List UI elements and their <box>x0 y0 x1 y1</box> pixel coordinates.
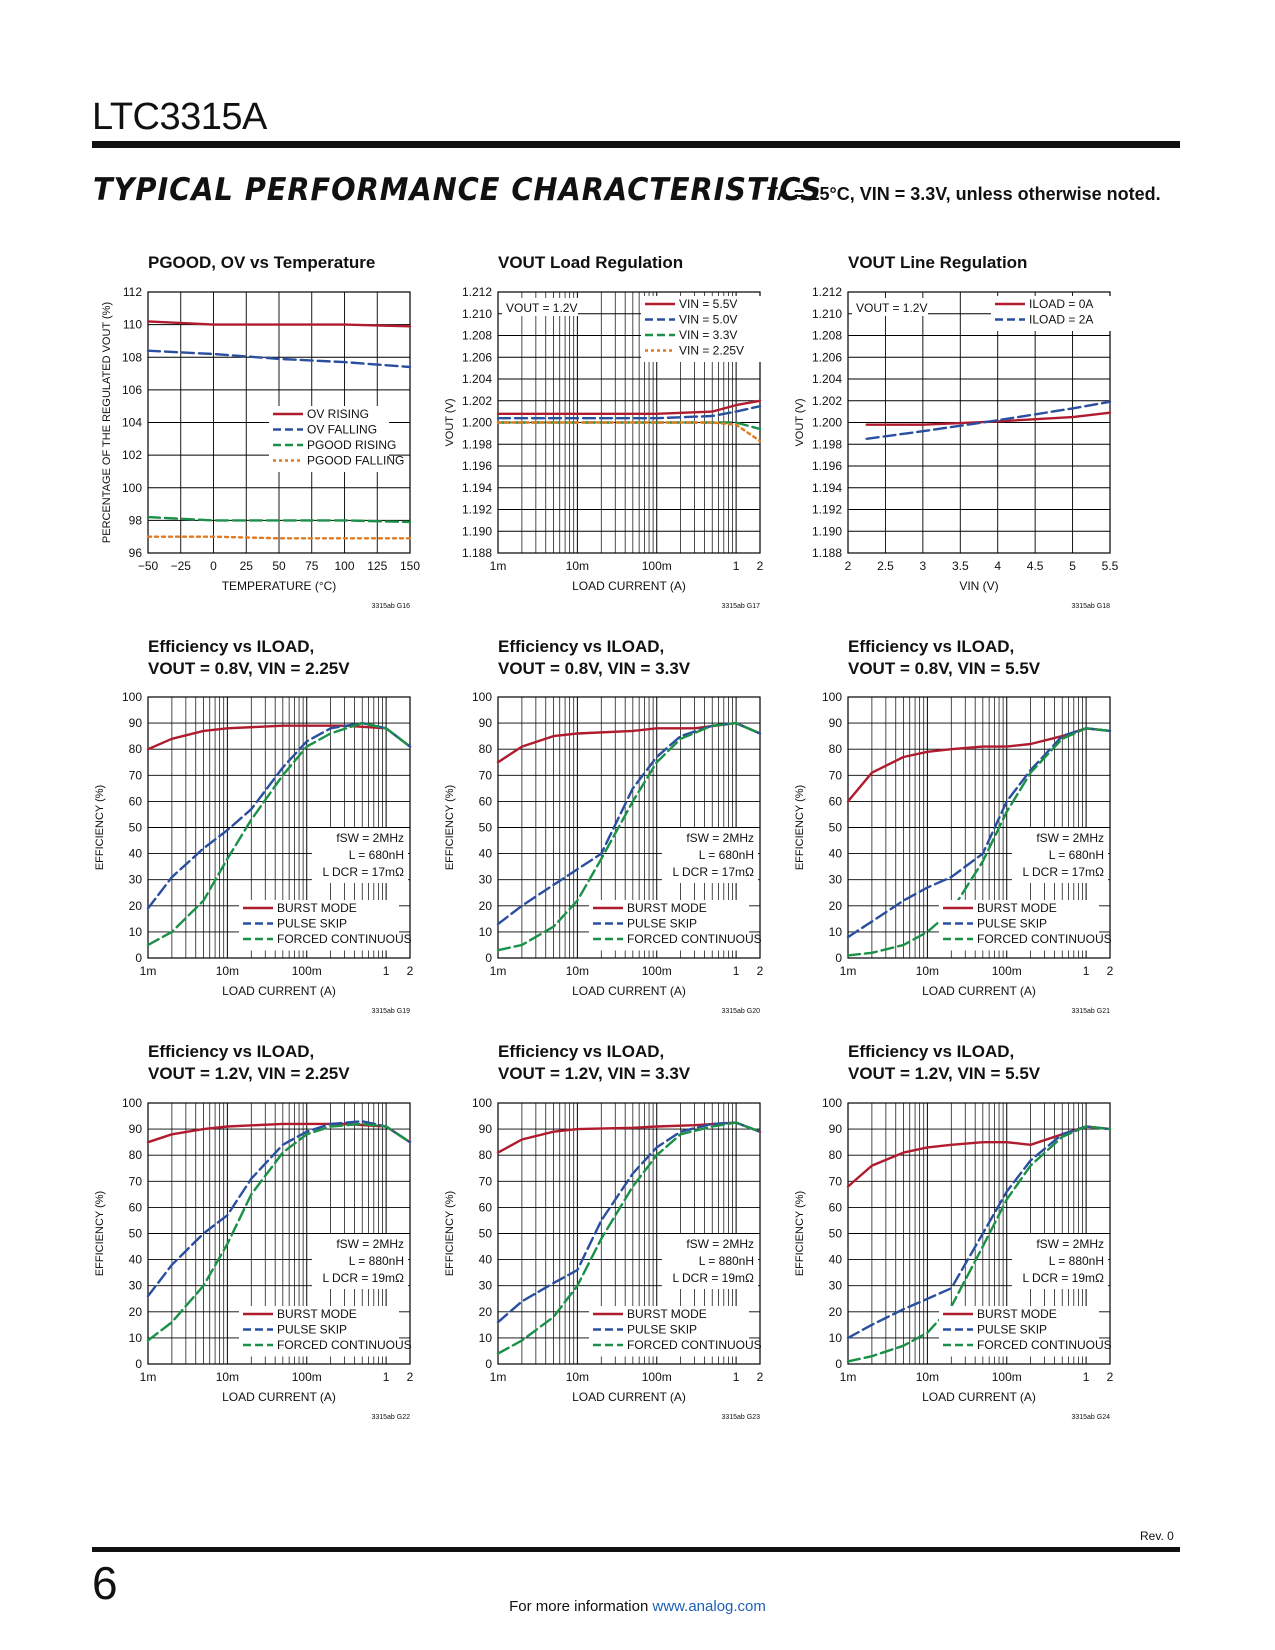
chart-title: Efficiency vs ILOAD, <box>498 637 665 656</box>
x-tick-label: 2.5 <box>877 559 894 573</box>
footer-info-text: For more information <box>509 1598 649 1615</box>
y-tick-label: 60 <box>478 794 492 809</box>
x-tick-label: 100 <box>334 559 355 573</box>
x-tick-label: 2 <box>1106 964 1114 978</box>
conditions-note: TA = 25°C, VIN = 3.3V, unless otherwise noted. <box>767 184 1161 204</box>
x-tick-label: 1 <box>1082 964 1090 978</box>
annotation-text: L = 880nH <box>1048 1254 1104 1268</box>
y-tick-label: 60 <box>478 1200 492 1215</box>
x-tick-label: 2 <box>756 1370 764 1384</box>
section-title: TYPICAL PERFORMANCE CHARACTERISTICS <box>93 172 822 208</box>
annotation-text: VOUT = 1.2V <box>856 301 928 315</box>
y-tick-label: 10 <box>478 1330 492 1345</box>
chart-G23 <box>444 1042 764 1421</box>
website-link[interactable]: www.analog.com <box>652 1598 766 1615</box>
x-tick-label: 10m <box>215 964 240 978</box>
x-tick-label: 3.5 <box>951 559 969 573</box>
x-tick-label: 1m <box>489 1370 507 1384</box>
x-tick-label: 10m <box>915 1370 940 1384</box>
series-line <box>498 423 760 430</box>
y-tick-label: 104 <box>121 415 142 430</box>
y-tick-label: 90 <box>478 1122 492 1137</box>
x-tick-label: 2 <box>844 559 852 573</box>
x-tick-label: 25 <box>239 559 253 573</box>
series-line <box>498 401 760 414</box>
y-tick-label: 60 <box>128 794 142 809</box>
y-axis-label: EFFICIENCY (%) <box>94 1190 106 1277</box>
y-tick-label: 1.188 <box>461 546 492 560</box>
x-tick-label: 10m <box>215 1370 240 1384</box>
y-tick-label: 100 <box>821 1096 842 1110</box>
legend-label: BURST MODE <box>627 901 707 915</box>
annotation-text: L = 680nH <box>1048 848 1104 862</box>
legend-label: ILOAD = 0A <box>1029 297 1094 311</box>
annotation-text: fSW = 2MHz <box>336 831 404 845</box>
series-line <box>848 728 1110 801</box>
x-tick-label: 100m <box>291 1370 322 1384</box>
figure-code: 3315ab G22 <box>371 1414 410 1421</box>
y-axis-label: EFFICIENCY (%) <box>94 784 106 871</box>
y-tick-label: 0 <box>485 951 492 965</box>
chart-G21 <box>794 637 1114 1015</box>
figure-code: 3315ab G16 <box>371 603 410 610</box>
y-tick-label: 80 <box>478 1148 492 1163</box>
x-tick-label: 2 <box>756 964 764 978</box>
y-tick-label: 0 <box>135 1357 142 1371</box>
y-tick-label: 0 <box>485 1357 492 1371</box>
x-tick-label: 100m <box>641 964 672 978</box>
legend-label: VIN = 3.3V <box>679 328 738 342</box>
y-tick-label: 40 <box>128 846 142 861</box>
y-tick-label: 20 <box>128 898 142 913</box>
chart-subtitle: VOUT = 0.8V, VIN = 2.25V <box>148 659 350 678</box>
x-tick-label: 1m <box>839 964 857 978</box>
y-tick-label: 10 <box>128 1330 142 1345</box>
annotation-text: L DCR = 17mΩ <box>322 865 404 879</box>
y-tick-label: 90 <box>128 716 142 731</box>
y-tick-label: 10 <box>128 924 142 939</box>
y-tick-label: 20 <box>128 1304 142 1319</box>
y-tick-label: 40 <box>128 1252 142 1267</box>
y-tick-label: 100 <box>471 1096 492 1110</box>
annotation-text: L DCR = 19mΩ <box>672 1271 754 1285</box>
series-line <box>498 406 760 418</box>
x-axis-label: LOAD CURRENT (A) <box>572 579 686 593</box>
y-tick-label: 1.204 <box>461 372 492 386</box>
y-tick-label: 100 <box>121 690 142 704</box>
y-tick-label: 1.202 <box>811 393 842 408</box>
revision-label: Rev. 0 <box>1140 1529 1174 1543</box>
x-tick-label: 10m <box>565 1370 590 1384</box>
chart-subtitle: VOUT = 0.8V, VIN = 3.3V <box>498 659 691 678</box>
x-axis-label: LOAD CURRENT (A) <box>222 984 336 998</box>
x-tick-label: 1 <box>732 964 740 978</box>
annotation-text: L = 880nH <box>348 1254 404 1268</box>
y-tick-label: 40 <box>478 1252 492 1267</box>
series-line <box>498 723 760 924</box>
y-tick-label: 20 <box>478 1304 492 1319</box>
y-tick-label: 70 <box>128 1174 142 1189</box>
y-tick-label: 1.192 <box>461 502 492 517</box>
y-tick-label: 10 <box>828 924 842 939</box>
chart-subtitle: VOUT = 1.2V, VIN = 2.25V <box>148 1064 350 1083</box>
y-tick-label: 60 <box>828 794 842 809</box>
chart-G22 <box>94 1042 414 1421</box>
annotation-text: L = 680nH <box>348 848 404 862</box>
annotation-text: L = 880nH <box>698 1254 754 1268</box>
chart-G24 <box>794 1042 1114 1421</box>
series-line <box>848 1127 1110 1187</box>
y-tick-label: 1.210 <box>461 306 492 321</box>
y-tick-label: 1.202 <box>461 393 492 408</box>
legend-label: PULSE SKIP <box>277 916 348 931</box>
x-tick-label: 1 <box>382 1370 390 1384</box>
y-tick-label: 90 <box>828 716 842 731</box>
y-tick-label: 50 <box>478 1226 492 1241</box>
chart-title: Efficiency vs ILOAD, <box>148 1042 315 1061</box>
y-tick-label: 70 <box>478 1174 492 1189</box>
series-line <box>498 1123 760 1153</box>
legend-label: FORCED CONTINUOUS <box>627 932 762 946</box>
y-tick-label: 0 <box>835 951 842 965</box>
y-tick-label: 1.198 <box>461 437 492 452</box>
x-tick-label: 3 <box>919 559 927 573</box>
legend-label: BURST MODE <box>977 1307 1057 1321</box>
chart-title: Efficiency vs ILOAD, <box>148 637 315 656</box>
chart-title: VOUT Line Regulation <box>848 253 1028 272</box>
legend-label: BURST MODE <box>627 1307 707 1321</box>
x-tick-label: 2 <box>406 964 414 978</box>
x-tick-label: 1m <box>489 964 507 978</box>
legend-label: PGOOD RISING <box>307 438 397 452</box>
y-tick-label: 20 <box>828 898 842 913</box>
x-tick-label: −25 <box>170 559 191 573</box>
x-tick-label: 75 <box>305 559 319 573</box>
y-tick-label: 1.204 <box>811 372 842 386</box>
x-tick-label: 100m <box>991 1370 1022 1384</box>
x-tick-label: 10m <box>565 964 590 978</box>
y-tick-label: 0 <box>835 1357 842 1371</box>
y-tick-label: 106 <box>121 382 142 397</box>
chart-subtitle: VOUT = 0.8V, VIN = 5.5V <box>848 659 1041 678</box>
y-tick-label: 100 <box>471 690 492 704</box>
y-tick-label: 60 <box>828 1200 842 1215</box>
y-tick-label: 30 <box>128 1278 142 1293</box>
x-tick-label: 2 <box>756 559 764 573</box>
y-tick-label: 30 <box>828 1278 842 1293</box>
chart-title: PGOOD, OV vs Temperature <box>148 253 376 272</box>
y-tick-label: 30 <box>828 872 842 887</box>
chart-G18 <box>794 253 1119 610</box>
y-tick-label: 70 <box>828 1174 842 1189</box>
y-tick-label: 10 <box>828 1330 842 1345</box>
x-tick-label: 100m <box>991 964 1022 978</box>
y-tick-label: 1.212 <box>461 285 492 299</box>
y-tick-label: 40 <box>828 846 842 861</box>
y-tick-label: 1.196 <box>811 459 842 473</box>
y-tick-label: 70 <box>478 768 492 783</box>
x-tick-label: −50 <box>137 559 159 573</box>
annotation-text: L DCR = 19mΩ <box>1022 1271 1104 1285</box>
x-tick-label: 100m <box>641 559 672 573</box>
y-tick-label: 70 <box>828 768 842 783</box>
y-tick-label: 100 <box>121 480 142 495</box>
legend-label: FORCED CONTINUOUS <box>277 932 412 946</box>
x-axis-label: LOAD CURRENT (A) <box>922 1390 1036 1404</box>
x-tick-label: 1m <box>839 1370 857 1384</box>
y-tick-label: 30 <box>478 872 492 887</box>
figure-code: 3315ab G17 <box>721 603 760 610</box>
y-tick-label: 1.188 <box>811 546 842 560</box>
x-tick-label: 125 <box>367 559 388 573</box>
y-tick-label: 1.212 <box>811 285 842 299</box>
y-tick-label: 1.196 <box>461 459 492 473</box>
y-tick-label: 50 <box>128 820 142 835</box>
legend-label: PULSE SKIP <box>977 916 1048 931</box>
y-tick-label: 70 <box>128 768 142 783</box>
legend-label: VIN = 5.5V <box>679 297 738 311</box>
chart-G19 <box>94 637 414 1015</box>
footer-rule <box>92 1547 1180 1552</box>
figure-code: 3315ab G19 <box>371 1008 410 1015</box>
annotation-text: VOUT = 1.2V <box>506 301 578 315</box>
legend-label: VIN = 5.0V <box>679 312 738 327</box>
legend-label: OV RISING <box>307 407 370 421</box>
legend-label: FORCED CONTINUOUS <box>627 1338 762 1352</box>
y-tick-label: 30 <box>128 872 142 887</box>
chart-subtitle: VOUT = 1.2V, VIN = 5.5V <box>848 1064 1041 1083</box>
page-number: 6 <box>92 1557 118 1609</box>
x-tick-label: 4 <box>994 559 1002 573</box>
y-tick-label: 108 <box>121 350 142 365</box>
annotation-text: fSW = 2MHz <box>686 1237 754 1251</box>
legend-label: PULSE SKIP <box>627 916 698 931</box>
y-tick-label: 90 <box>828 1122 842 1137</box>
y-axis-label: EFFICIENCY (%) <box>444 784 456 871</box>
y-tick-label: 80 <box>828 1148 842 1163</box>
y-tick-label: 100 <box>821 690 842 704</box>
x-axis-label: TEMPERATURE (°C) <box>221 579 337 593</box>
y-axis-label: VOUT (V) <box>444 398 456 447</box>
y-tick-label: 20 <box>828 1304 842 1319</box>
legend-label: PULSE SKIP <box>277 1322 348 1337</box>
legend-label: FORCED CONTINUOUS <box>277 1338 412 1352</box>
y-tick-label: 50 <box>828 1226 842 1241</box>
legend-label: PULSE SKIP <box>977 1322 1048 1337</box>
series-line <box>867 402 1110 439</box>
y-tick-label: 80 <box>128 742 142 757</box>
y-axis-label: EFFICIENCY (%) <box>794 1190 806 1277</box>
y-tick-label: 60 <box>128 1200 142 1215</box>
chart-G16 <box>101 253 420 610</box>
chart-title: Efficiency vs ILOAD, <box>848 637 1015 656</box>
figure-code: 3315ab G23 <box>721 1414 760 1421</box>
y-tick-label: 10 <box>478 924 492 939</box>
y-tick-label: 1.206 <box>461 350 492 365</box>
annotation-text: L = 680nH <box>698 848 754 862</box>
x-tick-label: 1m <box>139 1370 157 1384</box>
y-tick-label: 80 <box>128 1148 142 1163</box>
y-tick-label: 90 <box>128 1122 142 1137</box>
figure-code: 3315ab G18 <box>1071 603 1110 610</box>
annotation-text: fSW = 2MHz <box>1036 1237 1104 1251</box>
y-tick-label: 1.208 <box>461 328 492 343</box>
y-tick-label: 1.198 <box>811 437 842 452</box>
x-axis-label: LOAD CURRENT (A) <box>572 984 686 998</box>
x-tick-label: 0 <box>210 559 217 573</box>
legend-label: PULSE SKIP <box>627 1322 698 1337</box>
y-tick-label: 50 <box>828 820 842 835</box>
annotation-text: L DCR = 17mΩ <box>672 865 754 879</box>
y-tick-label: 98 <box>128 513 142 528</box>
legend-label: ILOAD = 2A <box>1029 312 1094 327</box>
y-tick-label: 0 <box>135 951 142 965</box>
x-tick-label: 150 <box>399 559 421 573</box>
y-tick-label: 96 <box>128 546 142 560</box>
annotation-text: fSW = 2MHz <box>686 831 754 845</box>
legend-label: OV FALLING <box>307 422 378 437</box>
y-tick-label: 30 <box>478 1278 492 1293</box>
y-tick-label: 1.190 <box>811 524 842 539</box>
x-tick-label: 100m <box>291 964 322 978</box>
y-tick-label: 50 <box>128 1226 142 1241</box>
x-tick-label: 2 <box>1106 1370 1114 1384</box>
figure-code: 3315ab G20 <box>721 1008 760 1015</box>
chart-subtitle: VOUT = 1.2V, VIN = 3.3V <box>498 1064 691 1083</box>
chart-G17 <box>444 253 764 610</box>
x-tick-label: 1 <box>732 559 740 573</box>
x-tick-label: 10m <box>915 964 940 978</box>
legend-label: FORCED CONTINUOUS <box>977 932 1112 946</box>
y-tick-label: 20 <box>478 898 492 913</box>
series-line <box>148 726 410 750</box>
annotation-text: fSW = 2MHz <box>1036 831 1104 845</box>
x-axis-label: VIN (V) <box>959 579 999 593</box>
x-tick-label: 1m <box>139 964 157 978</box>
chart-G20 <box>444 637 764 1015</box>
x-tick-label: 1 <box>1082 1370 1090 1384</box>
legend-label: PGOOD FALLING <box>307 453 405 468</box>
y-tick-label: 112 <box>122 285 142 299</box>
x-tick-label: 1m <box>489 559 507 573</box>
y-tick-label: 90 <box>478 716 492 731</box>
series-line <box>148 1124 410 1142</box>
chart-title: Efficiency vs ILOAD, <box>498 1042 665 1061</box>
series-line <box>498 1123 760 1323</box>
x-tick-label: 5.5 <box>1101 559 1119 573</box>
legend-label: BURST MODE <box>977 901 1057 915</box>
y-tick-label: 1.192 <box>811 502 842 517</box>
y-axis-label: EFFICIENCY (%) <box>794 784 806 871</box>
chart-title: VOUT Load Regulation <box>498 253 684 272</box>
x-axis-label: LOAD CURRENT (A) <box>572 1390 686 1404</box>
figure-code: 3315ab G21 <box>1071 1008 1110 1015</box>
annotation-text: fSW = 2MHz <box>336 1237 404 1251</box>
y-tick-label: 102 <box>121 448 142 463</box>
x-axis-label: LOAD CURRENT (A) <box>222 1390 336 1404</box>
y-tick-label: 1.210 <box>811 306 842 321</box>
y-tick-label: 40 <box>478 846 492 861</box>
footer-info <box>0 1598 1275 1615</box>
x-tick-label: 100m <box>641 1370 672 1384</box>
series-line <box>498 423 760 442</box>
legend-label: VIN = 2.25V <box>679 343 745 358</box>
y-tick-label: 80 <box>828 742 842 757</box>
x-tick-label: 2 <box>406 1370 414 1384</box>
part-number: LTC3315A <box>92 96 267 138</box>
y-axis-label: VOUT (V) <box>794 398 806 447</box>
y-tick-label: 1.194 <box>811 480 842 495</box>
y-tick-label: 1.194 <box>461 480 492 495</box>
y-axis-label: EFFICIENCY (%) <box>444 1190 456 1277</box>
x-tick-label: 1 <box>382 964 390 978</box>
y-tick-label: 80 <box>478 742 492 757</box>
y-tick-label: 1.208 <box>811 328 842 343</box>
y-tick-label: 40 <box>828 1252 842 1267</box>
y-tick-label: 50 <box>478 820 492 835</box>
y-tick-label: 1.190 <box>461 524 492 539</box>
chart-title: Efficiency vs ILOAD, <box>848 1042 1015 1061</box>
x-tick-label: 4.5 <box>1026 559 1044 573</box>
legend-label: FORCED CONTINUOUS <box>977 1338 1112 1352</box>
figure-code: 3315ab G24 <box>1071 1414 1110 1421</box>
x-tick-label: 10m <box>565 559 590 573</box>
x-tick-label: 50 <box>272 559 286 573</box>
legend-label: BURST MODE <box>277 1307 357 1321</box>
annotation-text: L DCR = 19mΩ <box>322 1271 404 1285</box>
legend-label: BURST MODE <box>277 901 357 915</box>
series-line <box>498 723 760 762</box>
x-axis-label: LOAD CURRENT (A) <box>922 984 1036 998</box>
x-tick-label: 1 <box>732 1370 740 1384</box>
y-axis-label: PERCENTAGE OF THE REGULATED VOUT (%) <box>101 301 113 544</box>
annotation-text: L DCR = 17mΩ <box>1022 865 1104 879</box>
y-tick-label: 1.206 <box>811 350 842 365</box>
y-tick-label: 1.200 <box>461 415 492 430</box>
y-tick-label: 1.200 <box>811 415 842 430</box>
x-tick-label: 5 <box>1069 559 1076 573</box>
y-tick-label: 110 <box>122 317 142 332</box>
y-tick-label: 100 <box>121 1096 142 1110</box>
